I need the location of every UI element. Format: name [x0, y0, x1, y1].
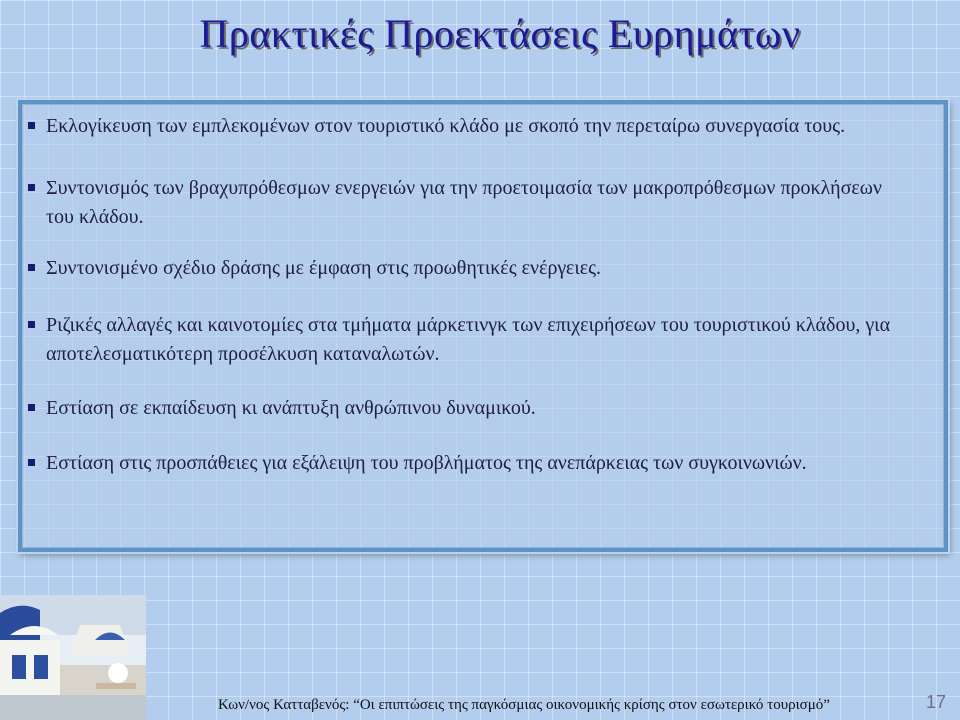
santorini-photo-drawing — [0, 595, 146, 720]
square-bullet-icon — [28, 404, 35, 411]
bullet-item — [26, 394, 906, 423]
santorini-photo — [0, 595, 146, 720]
bullet-text: Εστίαση στις προσπάθειες για εξάλειψη του προβλήματος της ανεπάρκειας των συγκοινωνιών. — [46, 452, 807, 474]
bullet-text: Ριζικές αλλαγές και καινοτομίες στα τμήματα μάρκετινγκ των επιχειρήσεων του τουριστικού κλάδου, για αποτελεσματικότερη προσέλκυση καταναλωτών. — [46, 314, 891, 365]
square-bullet-icon — [28, 459, 35, 466]
bullet-item — [26, 174, 906, 232]
bullet-text: Εστίαση σε εκπαίδευση κι ανάπτυξη ανθρώπινου δυναμικού. — [46, 397, 536, 419]
bullet-item — [26, 311, 906, 369]
bullet-text: Συντονισμός των βραχυπρόθεσμων ενεργειών για την προετοιμασία των μακροπρόθεσμων προκλήσεων του κλάδου. — [46, 177, 882, 228]
bullet-list — [26, 112, 906, 478]
square-bullet-icon — [28, 184, 35, 191]
bullet-item — [26, 449, 906, 478]
square-bullet-icon — [28, 264, 35, 271]
page-number: 17 — [926, 692, 947, 712]
bullet-text: Συντονισμένο σχέδιο δράσης με έμφαση στις προωθητικές ενέργειες. — [46, 257, 602, 279]
square-bullet-icon — [28, 122, 35, 129]
bullet-text: Εκλογίκευση των εμπλεκομένων στον τουριστικό κλάδο με σκοπό την περεταίρω συνεργασία τους. — [46, 115, 846, 137]
square-bullet-icon — [28, 321, 35, 328]
slide-title: Πρακτικές Προεκτάσεις Ευρημάτων — [199, 11, 801, 56]
bullet-item — [26, 254, 906, 283]
footer-caption: Κων/νος Κατταβενός: “Οι επιπτώσεις της παγκόσμιας οικονομικής κρίσης στον εσωτερικό τουρισμό” — [218, 697, 830, 713]
bullet-item — [26, 112, 906, 141]
